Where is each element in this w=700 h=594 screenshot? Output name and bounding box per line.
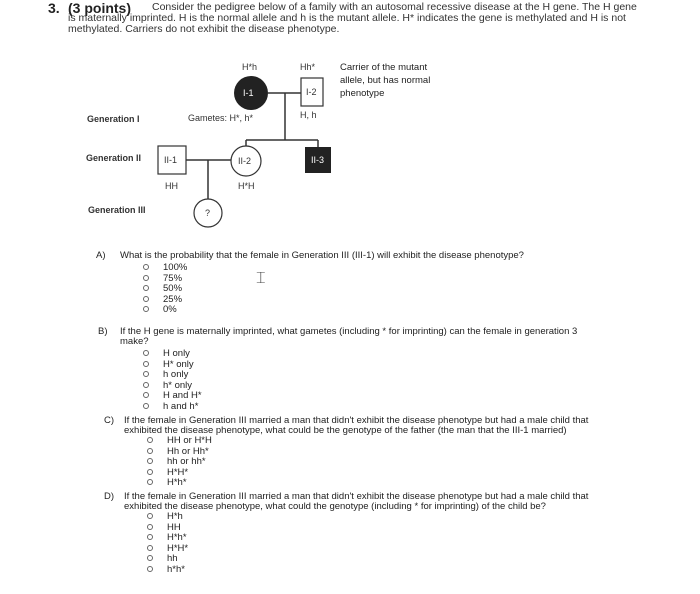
i1-id: I-1	[243, 88, 254, 98]
gametes-label: Gametes: H*, h*	[188, 113, 254, 123]
part-b-option[interactable]: h and h*	[143, 402, 202, 413]
radio-icon	[143, 392, 149, 398]
part-a-option[interactable]: 25%	[143, 295, 187, 306]
part-c-option[interactable]: Hh or Hh*	[147, 447, 212, 458]
part-b-option[interactable]: h only	[143, 370, 202, 381]
part-d-options	[147, 512, 188, 575]
i2-genotype: Hh*	[300, 62, 316, 72]
radio-icon	[143, 361, 149, 367]
part-c-option[interactable]: H*H*	[147, 468, 212, 479]
part-c-question-2: exhibited the disease phenotype, what could be the genotype of the father (the man that the III-1 married)	[124, 425, 567, 436]
radio-icon	[143, 350, 149, 356]
radio-icon	[143, 306, 149, 312]
radio-icon	[143, 403, 149, 409]
part-a-option[interactable]: 50%	[143, 284, 187, 295]
ii3-id: II-3	[311, 155, 325, 165]
part-b-options	[143, 349, 202, 412]
question-intro-3: methylated. Carriers do not exhibit the disease phenotype.	[68, 23, 340, 35]
part-a-option[interactable]: 0%	[143, 305, 187, 316]
ii2-id: II-2	[238, 156, 252, 166]
i2-alleles: H, h	[300, 110, 317, 120]
part-b-question-2: make?	[120, 336, 149, 347]
part-a-option[interactable]: 100%	[143, 263, 187, 274]
i1-genotype: H*h	[242, 62, 258, 72]
i2-id: I-2	[306, 87, 317, 97]
radio-icon	[147, 545, 153, 551]
part-c-option[interactable]: HH or H*H	[147, 436, 212, 447]
radio-icon	[147, 448, 153, 454]
radio-icon	[147, 524, 153, 530]
part-b-option[interactable]: h* only	[143, 381, 202, 392]
ii1-genotype: HH	[165, 181, 178, 191]
question-number: 3.	[48, 0, 60, 16]
part-c-options	[147, 436, 212, 489]
part-a-label: A)	[96, 250, 106, 261]
radio-icon	[143, 296, 149, 302]
part-d-question-2: exhibited the disease phenotype, what could the genotype (including * for imprinting) of the child be?	[124, 501, 546, 512]
text-cursor-icon: ⌶	[256, 270, 266, 287]
radio-icon	[147, 534, 153, 540]
ii1-id: II-1	[164, 155, 178, 165]
radio-icon	[143, 264, 149, 270]
radio-icon	[147, 469, 153, 475]
radio-icon	[143, 285, 149, 291]
part-c-option[interactable]: hh or hh*	[147, 457, 212, 468]
question-points: (3 points)	[68, 0, 131, 16]
part-b-label: B)	[98, 326, 108, 337]
part-b-option[interactable]: H and H*	[143, 391, 202, 402]
radio-icon	[147, 513, 153, 519]
part-d-option[interactable]: hh	[147, 554, 188, 565]
part-b-option[interactable]: H only	[143, 349, 202, 360]
radio-icon	[143, 371, 149, 377]
part-a-question: What is the probability that the female in Generation III (III-1) will exhibit the disease phenotype?	[120, 250, 524, 261]
part-d-option[interactable]: H*H*	[147, 544, 188, 555]
part-d-option[interactable]: H*h	[147, 512, 188, 523]
part-a-options	[143, 263, 187, 316]
part-d-label: D)	[104, 491, 115, 502]
generation-1-label: Generation I	[87, 114, 140, 124]
iii1-unknown: ?	[205, 208, 211, 218]
radio-icon	[143, 382, 149, 388]
generation-3-label: Generation III	[88, 205, 146, 215]
carrier-note-3: phenotype	[340, 88, 385, 99]
question-intro-2: is maternally imprinted. H is the normal allele and h is the mutant allele. H* indicates the gene is methylated and H is not	[68, 12, 626, 24]
radio-icon	[147, 479, 153, 485]
radio-icon	[143, 275, 149, 281]
part-d-option[interactable]: H*h*	[147, 533, 188, 544]
generation-2-label: Generation II	[86, 153, 142, 163]
part-a-option[interactable]: 75%	[143, 274, 187, 285]
part-c-option[interactable]: H*h*	[147, 478, 212, 489]
part-d-question-1: If the female in Generation III married a man that didn't exhibit the disease phenotype but had a male child that	[124, 491, 589, 502]
carrier-note-1: Carrier of the mutant	[340, 62, 428, 73]
radio-icon	[147, 566, 153, 572]
part-c-question-1: If the female in Generation III married a man that didn't exhibit the disease phenotype but had a male child that	[124, 415, 589, 426]
part-b-question-1: If the H gene is maternally imprinted, what gametes (including * for imprinting) can the female in generation 3	[120, 326, 578, 337]
radio-icon	[147, 555, 153, 561]
part-d-option[interactable]: h*h*	[147, 565, 188, 576]
ii2-genotype: H*H	[238, 181, 255, 191]
part-b-option[interactable]: H* only	[143, 360, 202, 371]
radio-icon	[147, 458, 153, 464]
part-d-option[interactable]: HH	[147, 523, 188, 534]
part-c-label: C)	[104, 415, 115, 426]
radio-icon	[147, 437, 153, 443]
carrier-note-2: allele, but has normal	[340, 75, 431, 86]
question-intro-1: Consider the pedigree below of a family with an autosomal recessive disease at the H gene. The H gene	[152, 1, 637, 13]
